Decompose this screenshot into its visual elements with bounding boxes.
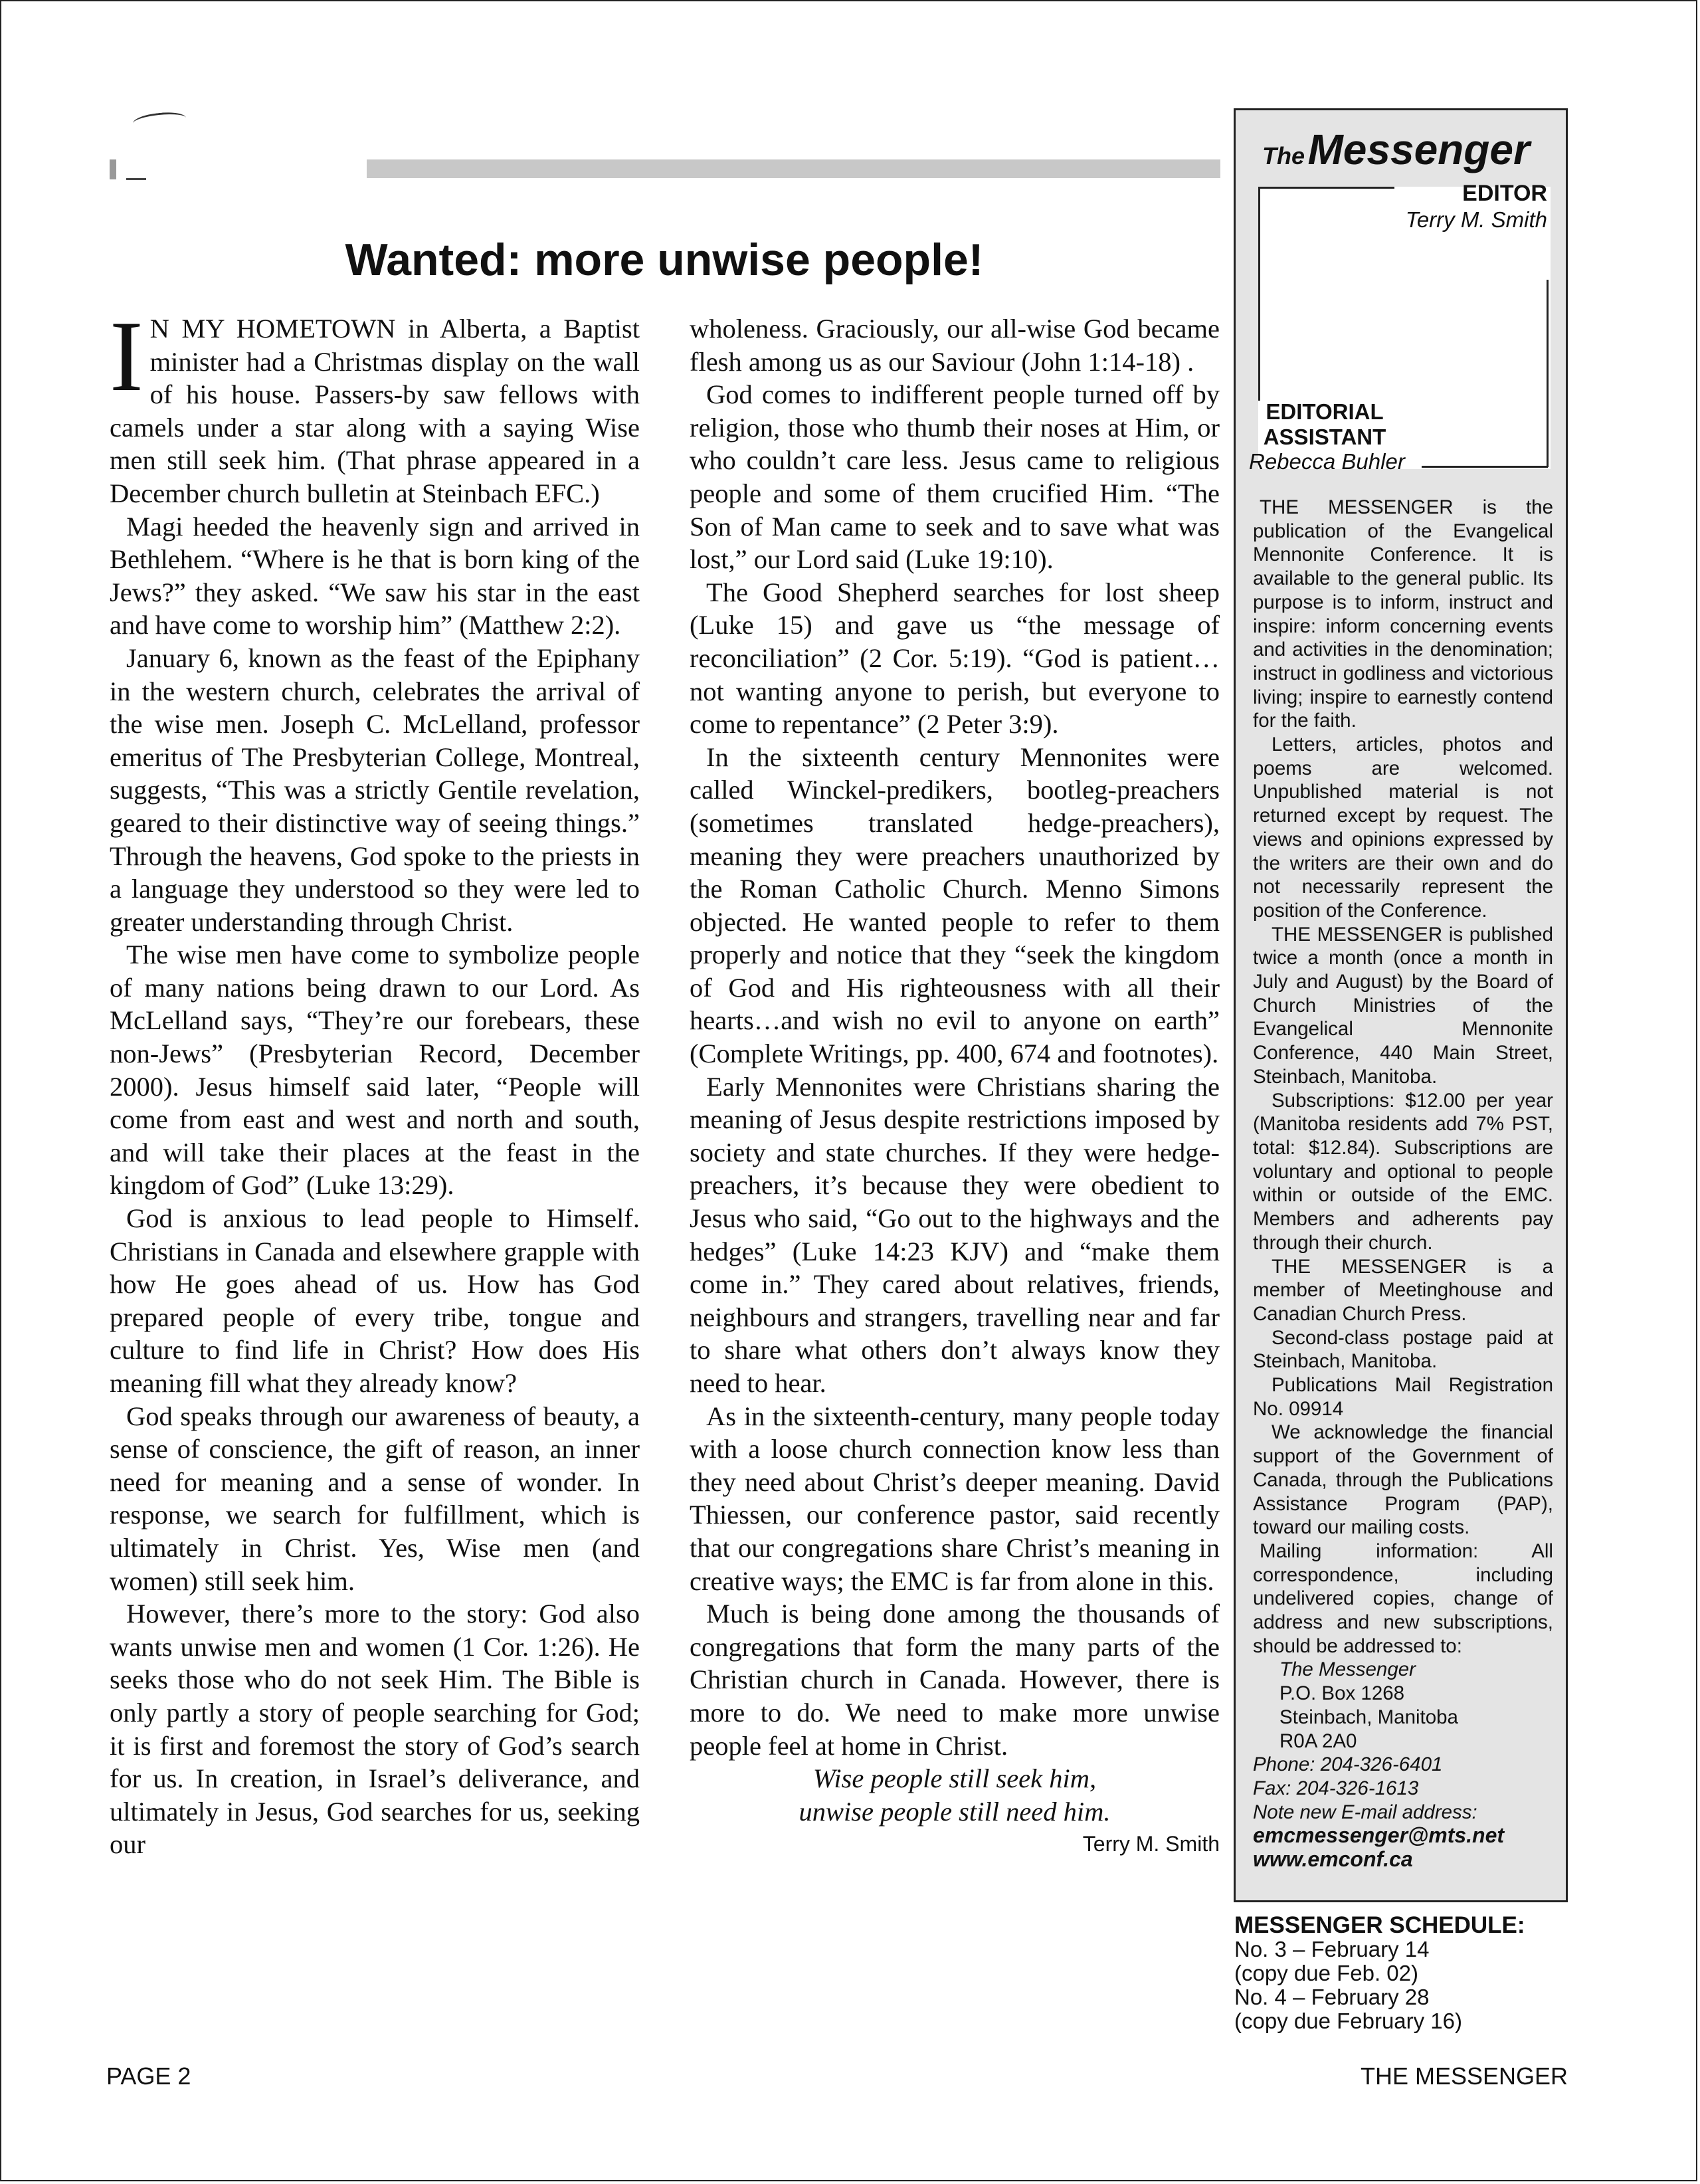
article-paragraph: God speaks through our awareness of beauty, a sense of conscience, the gift of reason, an inner need for meaning and a sense of wonder. In response, we search for fulfillment, which is ultimately in Christ. Yes, Wise men (and women) still seek him. xyxy=(110,1401,640,1596)
article-paragraph: I N MY HOMETOWN in Alberta, a Baptist minister had a Christmas display on the wall of his house. Passers-by saw fellows with camels under a star along with a saying Wise men still seek him. (That phrase appeared in a December church bulletin at Steinbach EFC.) xyxy=(110,300,640,508)
article-paragraph: The Good Shepherd searches for lost sheep (Luke 15) and gave us “the message of reconciliation” (2 Cor. 5:19). “God is patient…not wanting anyone to perish, but everyone to come to repentance” (2 Peter 3:9). xyxy=(690,577,1220,740)
scan-mark xyxy=(110,159,116,179)
article-paragraph: The wise men have come to symbolize people of many nations being drawn to our Lord. As McLelland says, “They’re our forebears, these non-Jews” (Presbyterian Record, December 2000). Jesus himself said later, “People will come from east and west and north and south, and will take their places at the feast in the kingdom of God” (Luke 13:29). xyxy=(110,940,640,1201)
author-signature: Terry M. Smith xyxy=(1082,1832,1220,1856)
address-line: Steinbach, Manitoba xyxy=(1279,1706,1458,1728)
masthead-info xyxy=(1253,496,1553,1872)
article-paragraph: wholeness. Graciously, our all-wise God became flesh among us as our Saviour (John 1:14-18) . xyxy=(690,314,1220,377)
editor-name: Terry M. Smith xyxy=(1405,207,1547,232)
website-link[interactable]: www.emconf.ca xyxy=(1253,1847,1413,1872)
info-paragraph: THE MESSENGER is the publication of the Evangelical Mennonite Conference. It is available to the general public. Its purpose is to inform, instruct and inspire: inform concerning events and activities in the denomination; instruct in godliness and victorious living; inspire to earnestly contend for the faith. xyxy=(1253,496,1553,732)
article-column-1 xyxy=(110,300,640,1861)
schedule-line: No. 4 – February 28 xyxy=(1234,1985,1430,2009)
article-paragraph: As in the sixteenth-century, many people today with a loose church connection know less than they need about Christ’s deeper meaning. David Thiessen, our conference pastor, said recently that our congregations share Christ’s meaning in creative ways; the EMC is far from alone in this. xyxy=(690,1401,1220,1596)
address-line: The Messenger xyxy=(1279,1658,1416,1681)
closing-quote: Wise people still seek him, xyxy=(812,1763,1097,1794)
publication-name: THE MESSENGER xyxy=(1360,2062,1568,2090)
article-paragraph: Much is being done among the thousands of congregations that form the many parts of the Christian church in Canada. However, there is more to do. We need to make more unwise people feel at home in Christ. xyxy=(690,1599,1220,1761)
editorial-assistant-label: EDITORIAL ASSISTANT xyxy=(1263,399,1386,449)
address-line: P.O. Box 1268 xyxy=(1279,1682,1405,1705)
article-paragraph: January 6, known as the feast of the Epiphany in the western church, celebrates the arrival of the wise men. Joseph C. McLelland, professor emeritus of The Presbyterian College, Montreal, suggests, “This was a strictly Gentile revelation, geared to their distinctive way of seeing things.” Through the heavens, God spoke to the priests in a language they understood so they were led to greater understanding through Christ. xyxy=(110,643,640,937)
article-paragraph: Early Mennonites were Christians sharing the meaning of Jesus despite restrictions imposed by society and state churches. If they were hedge-preachers, it’s because they were obedient to Jesus who said, “Go out to the highways and the hedges” (Luke 14:23 KJV) and “make them come in.” They cared about relatives, friends, neighbours and strangers, travelling near and far to share what others don’t always know they need to hear. xyxy=(690,1071,1220,1398)
address-line: R0A 2A0 xyxy=(1279,1730,1357,1752)
messenger-schedule xyxy=(1234,1914,1566,2033)
schedule-line: No. 3 – February 14 xyxy=(1234,1937,1430,1961)
page-title: Wanted: more unwise people! xyxy=(345,235,984,285)
article-paragraph: Magi heeded the heavenly sign and arrived in Bethlehem. “Where is he that is born king of the Jews?” they asked. “We saw his star in the east and have come to worship him” (Matthew 2:2). xyxy=(110,511,640,641)
article-paragraph: God comes to indifferent people turned off by religion, those who thumb their noses at Him, or who couldn’t care less. Jesus came to religious people and some of them crucified Him. “The Son of Man came to seek and to save what was lost,” our Lord said (Luke 19:10). xyxy=(690,379,1220,575)
scan-mark xyxy=(126,178,146,180)
article-paragraph: However, there’s more to the story: God also wants unwise men and women (1 Cor. 1:26). He seeks those who do not seek Him. The Bible is only partly a story of people searching for God; it is first and foremost the story of God’s search for us. In creation, in Israel’s deliverance, and ultimately in Jesus, God searches for us, seeking our xyxy=(110,1599,640,1860)
info-paragraph: Second-class postage paid at Steinbach, Manitoba. xyxy=(1253,1326,1553,1373)
page-number: PAGE 2 xyxy=(106,2062,191,2090)
drop-cap: I xyxy=(110,300,143,412)
schedule-line: (copy due Feb. 02) xyxy=(1234,1961,1418,1985)
fax-number: Fax: 204-326-1613 xyxy=(1253,1777,1419,1799)
article-paragraph: God is anxious to lead people to Himself. Christians in Canada and elsewhere grapple with how He goes ahead of us. How has God prepared people of every tribe, tongue and culture to find life in Christ? How does His meaning fill what they already know? xyxy=(110,1203,640,1398)
schedule-title: MESSENGER SCHEDULE: xyxy=(1234,1912,1525,1938)
info-paragraph: We acknowledge the financial support of the Government of Canada, through the Publications Assistance Program (PAP), toward our mailing costs. xyxy=(1253,1421,1553,1539)
article-column-2 xyxy=(690,312,1220,1861)
phone-number: Phone: 204-326-6401 xyxy=(1253,1753,1443,1776)
header-rule xyxy=(367,159,1220,178)
editorial-assistant-name: Rebecca Buhler xyxy=(1249,449,1405,474)
closing-quote: unwise people still need him. xyxy=(799,1796,1111,1827)
info-paragraph: THE MESSENGER is a member of Meetinghouse and Canadian Church Press. xyxy=(1253,1255,1553,1325)
info-paragraph: Publications Mail Registration No. 09914 xyxy=(1253,1374,1553,1420)
schedule-line: (copy due February 16) xyxy=(1234,2009,1463,2033)
info-paragraph: Subscriptions: $12.00 per year (Manitoba residents add 7% PST, total: $12.84). Subscriptions are voluntary and optional to people within or outside of the EMC. Members and adherents pay through their church. xyxy=(1253,1089,1553,1254)
article-paragraph: In the sixteenth century Mennonites were called Winckel-predikers, bootleg-preachers (sometimes translated hedge-preachers), meaning they were preachers unauthorized by the Roman Catholic Church. Menno Simons objected. He wanted people to refer to them properly and notice that they “seek the kingdom of God and His righteousness with all their hearts…and wish no evil to anyone on earth” (Complete Writings, pp. 400, 674 and footnotes). xyxy=(690,742,1220,1069)
masthead-logo: The Messenger xyxy=(1262,126,1530,173)
email-note: Note new E-mail address: xyxy=(1253,1801,1477,1823)
info-paragraph: THE MESSENGER is published twice a month (once a month in July and August) by the Board of Church Ministries of the Evangelical Mennonite Conference, 440 Main Street, Steinbach, Manitoba. xyxy=(1253,923,1553,1088)
info-paragraph: Letters, articles, photos and poems are welcomed. Unpublished material is not returned except by request. The views and opinions expressed by the writers are their own and do not necessarily represent the position of the Conference. xyxy=(1253,734,1553,922)
info-paragraph: Mailing information: All correspondence, including undelivered copies, change of address and new subscriptions, should be addressed to: xyxy=(1253,1539,1553,1657)
email-link[interactable]: emcmessenger@mts.net xyxy=(1253,1823,1505,1848)
editor-label: EDITOR xyxy=(1462,181,1547,206)
masthead-sidebar xyxy=(1234,108,1568,1902)
